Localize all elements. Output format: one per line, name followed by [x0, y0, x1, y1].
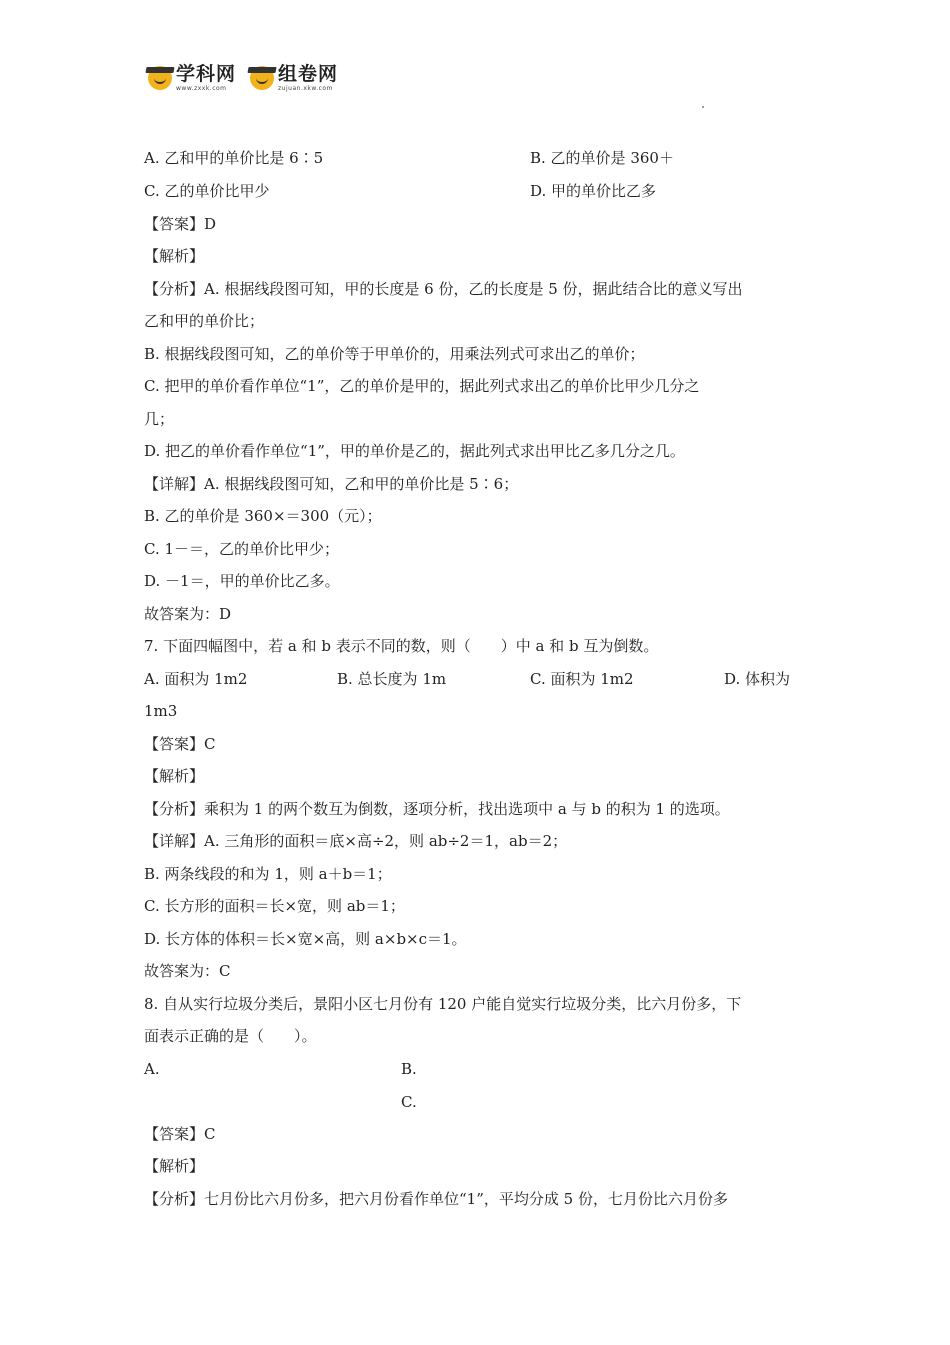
q6-analysis-6: D. 把乙的单价看作单位“1”，甲的单价是乙的，据此列式求出甲比乙多几分之几。 [144, 442, 685, 460]
q6-analysis-5: 几； [144, 410, 175, 428]
q7-jiexi: 【解析】 [144, 767, 205, 785]
logo-name: 学科网 [176, 62, 237, 85]
header-logos [148, 58, 352, 98]
q6-detail-1: 【详解】A. 根据线段图可知，乙和甲的单价比是 5∶6； [144, 475, 519, 493]
q7-analysis: 【分析】乘积为 1 的两个数互为倒数，逐项分析，找出选项中 a 与 b 的积为 1 的选项。 [144, 800, 730, 818]
q6-option-d: D. 甲的单价比乙多 [530, 182, 657, 200]
q8-analysis: 【分析】七月份比六月份多，把六月份看作单位“1”，平均分成 5 份，七月份比六月份多 [144, 1190, 728, 1208]
q7-detail-1: 【详解】A. 三角形的面积＝底×高÷2，则 ab÷2＝1，ab＝2； [144, 832, 568, 850]
q7-option-d-cont: 1m3 [144, 702, 178, 720]
logo-zujuan [250, 62, 339, 92]
q7-option-b: B. 总长度为 1m [337, 670, 447, 688]
q7-detail-3: C. 长方形的面积＝长×宽，则 ab＝1； [144, 897, 405, 915]
q7-option-a: A. 面积为 1m2 [144, 670, 248, 688]
q8-option-b: B. [401, 1060, 417, 1078]
q8-jiexi: 【解析】 [144, 1157, 205, 1175]
graduation-cap-icon [250, 66, 274, 90]
q7-final-answer: 故答案为：C [144, 962, 231, 980]
q7-stem: 7. 下面四幅图中，若 a 和 b 表示不同的数，则（ ）中 a 和 b 互为倒数。 [144, 637, 659, 655]
stray-dot [702, 106, 704, 108]
q8-answer: 【答案】C [144, 1125, 216, 1143]
q8-option-a: A. [144, 1060, 160, 1078]
logo-url: www.zxxk.com [176, 84, 227, 92]
q6-option-c: C. 乙的单价比甲少 [144, 182, 270, 200]
q7-option-d: D. 体积为 [724, 670, 791, 688]
logo-url: zujuan.xkw.com [278, 84, 333, 92]
q6-analysis-3: B. 根据线段图可知，乙的单价等于甲单价的，用乘法列式可求出乙的单价； [144, 345, 645, 363]
q8-option-c: C. [401, 1093, 417, 1111]
q7-detail-4: D. 长方体的体积＝长×宽×高，则 a×b×c＝1。 [144, 930, 467, 948]
q6-final-answer: 故答案为：D [144, 605, 232, 623]
q8-stem-2: 面表示正确的是（ ）。 [144, 1027, 317, 1045]
q6-option-a: A. 乙和甲的单价比是 6∶5 [144, 149, 324, 167]
q6-analysis-1: 【分析】A. 根据线段图可知，甲的长度是 6 份，乙的长度是 5 份，据此结合比的意义写出 [144, 280, 743, 298]
q6-analysis-2: 乙和甲的单价比； [144, 312, 265, 330]
logo-name: 组卷网 [278, 62, 339, 85]
q8-stem-1: 8. 自从实行垃圾分类后，景阳小区七月份有 120 户能自觉实行垃圾分类，比六月份多，下 [144, 995, 742, 1013]
q6-detail-4: D. －1＝，甲的单价比乙多。 [144, 572, 340, 590]
q7-detail-2: B. 两条线段的和为 1，则 a＋b＝1； [144, 865, 392, 883]
q6-analysis-4: C. 把甲的单价看作单位“1”，乙的单价是甲的，据此列式求出乙的单价比甲少几分之 [144, 377, 700, 395]
q6-jiexi: 【解析】 [144, 247, 205, 265]
q7-option-c: C. 面积为 1m2 [530, 670, 634, 688]
q6-detail-2: B. 乙的单价是 360×＝300（元）； [144, 507, 382, 525]
q7-answer: 【答案】C [144, 735, 216, 753]
q6-detail-3: C. 1－＝，乙的单价比甲少； [144, 540, 340, 558]
logo-zxxk [148, 62, 237, 92]
q6-answer: 【答案】D [144, 215, 217, 233]
graduation-cap-icon [148, 66, 172, 90]
q6-option-b: B. 乙的单价是 360＋ [530, 149, 674, 167]
